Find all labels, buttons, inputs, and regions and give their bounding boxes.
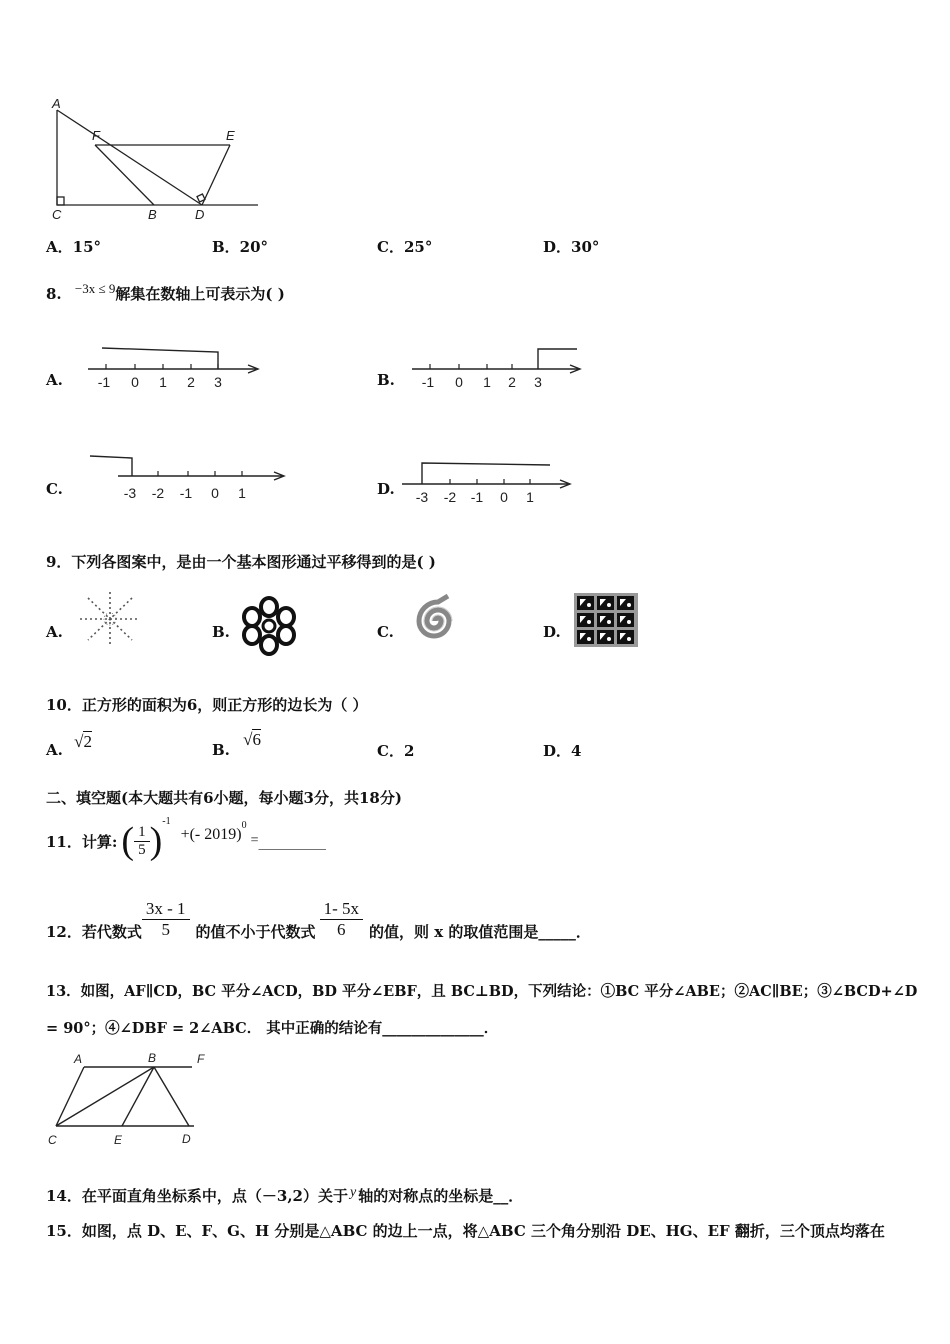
tick-label: -1	[179, 485, 193, 501]
q14-pre: 14．在平面直角坐标系中，点（－3,2）关于	[46, 1187, 348, 1205]
tick-label: 0	[131, 374, 139, 390]
tick-label: -3	[415, 489, 429, 505]
q9-option-b[interactable]: B.	[212, 623, 230, 641]
q11-question	[46, 818, 326, 864]
paren-open: (	[121, 820, 135, 862]
q13-geometry-figure	[44, 1050, 214, 1150]
q8-option-a[interactable]: A.	[46, 371, 63, 389]
q9-option-d[interactable]: D.	[543, 623, 561, 641]
q8-number: 8.	[46, 285, 62, 303]
q10-option-b-value: 6	[252, 730, 261, 749]
q12-fraction-2	[320, 899, 363, 940]
tick-label: -2	[151, 485, 165, 501]
q13-line-2: = 90°；④∠DBF = 2∠ABC． 其中正确的结论有______________．	[46, 1020, 499, 1037]
q12-label: 12．若代数式	[46, 922, 142, 941]
q14-variable: y	[349, 1185, 357, 1200]
number-line-c	[88, 452, 288, 502]
label-c: C	[48, 1133, 57, 1147]
q12-question	[46, 894, 591, 944]
sqrt-expression: √6	[243, 730, 261, 749]
tick-label: 0	[455, 374, 463, 390]
tick-label: 2	[187, 374, 195, 390]
label-b: B	[148, 1051, 157, 1065]
sqrt-expression: √2	[74, 732, 92, 751]
q7-option-a[interactable]: A．15°	[46, 238, 102, 256]
label-f: F	[197, 1052, 205, 1066]
q10-option-b-letter: B.	[212, 741, 230, 759]
q9-option-c[interactable]: C.	[377, 623, 394, 641]
q10-option-a-letter: A.	[46, 741, 63, 759]
q12-frac2-denominator: 6	[337, 919, 346, 939]
number-line-b	[412, 345, 582, 395]
tick-label: 2	[508, 374, 516, 390]
tick-label: 3	[534, 374, 542, 390]
section-2-heading: 二、填空题(本大题共有6小题，每小题3分，共18分)	[46, 789, 402, 807]
q11-answer-blank[interactable]: _________	[258, 832, 326, 850]
q14-question	[46, 1185, 523, 1206]
q11-label: 11．计算:	[46, 832, 118, 851]
q11-fraction	[134, 824, 150, 859]
number-line-a	[88, 345, 258, 395]
pattern-a-dotted-star	[76, 590, 146, 650]
label-d: D	[182, 1132, 191, 1146]
label-d: D	[195, 207, 205, 222]
solution-bracket-d	[422, 463, 550, 484]
pattern-b-flower	[238, 596, 302, 656]
q12-frac1-denominator: 5	[161, 919, 170, 939]
tick-label: -1	[470, 489, 484, 505]
pattern-d-tiled-grid	[574, 593, 638, 647]
q12-tail-text: 的值，则 x 的取值范围是_____．	[368, 922, 591, 941]
q11-plus-term: +(- 2019)	[180, 826, 242, 843]
q13-line-1: 13．如图，AF∥CD，BC 平分∠ACD，BD 平分∠EBF，且 BC⊥BD，下列结论：①BC 平分∠ABE；②AC∥BE；③∠BCD+∠D	[46, 983, 918, 1000]
label-c: C	[52, 207, 62, 222]
tick-label: -1	[97, 374, 111, 390]
q11-frac-denominator: 5	[138, 841, 146, 858]
tick-label: 0	[211, 485, 219, 501]
q11-frac-numerator: 1	[134, 824, 150, 842]
q8-text: 解集在数轴上可表示为( )	[115, 285, 285, 303]
q14-post: 轴的对称点的坐标是__．	[358, 1187, 524, 1205]
q9-question: 9．下列各图案中，是由一个基本图形通过平移得到的是( )	[46, 553, 436, 571]
solution-bracket-a	[102, 348, 218, 369]
q10-question: 10．正方形的面积为6，则正方形的边长为（ ）	[46, 696, 368, 714]
q10-option-d[interactable]: D．4	[543, 742, 582, 760]
q8-inequality: −3x ≤ 9	[74, 281, 116, 296]
tick-label: -2	[443, 489, 457, 505]
q11-zero-exponent: 0	[241, 820, 247, 831]
right-angle-mark-c	[57, 197, 64, 205]
tick-label: -3	[123, 485, 137, 501]
paren-close: )	[149, 820, 163, 862]
q9-option-a[interactable]: A.	[46, 623, 63, 641]
segment-de	[202, 145, 230, 205]
q10-option-c[interactable]: C．2	[377, 742, 415, 760]
label-f: F	[92, 128, 100, 143]
q10-option-b[interactable]	[212, 730, 261, 760]
q8-question	[46, 283, 285, 304]
q7-option-d[interactable]: D．30°	[543, 238, 600, 256]
q7-geometry-figure	[40, 95, 260, 225]
tick-label: 1	[483, 374, 491, 390]
tick-label: 1	[238, 485, 246, 501]
q7-option-b[interactable]: B．20°	[212, 238, 269, 256]
label-a: A	[74, 1052, 83, 1066]
q8-option-c[interactable]: C.	[46, 480, 63, 498]
q12-fraction-1	[142, 899, 190, 940]
q10-option-a[interactable]	[46, 732, 92, 760]
q10-option-a-value: 2	[83, 732, 92, 751]
label-e: E	[226, 128, 235, 143]
q12-middle-text: 的值不小于代数式	[195, 922, 316, 941]
pattern-c-spiral	[408, 593, 468, 649]
q7-option-c[interactable]: C．25°	[377, 238, 433, 256]
q11-exponent: -1	[162, 816, 171, 827]
number-line-d	[402, 452, 577, 505]
tick-label: 0	[500, 489, 508, 505]
label-b: B	[148, 207, 157, 222]
q12-frac2-numerator: 1- 5x	[320, 899, 363, 920]
q8-option-d[interactable]: D.	[377, 480, 395, 498]
q8-option-b[interactable]: B.	[377, 371, 395, 389]
tick-label: 1	[159, 374, 167, 390]
tick-label: 3	[214, 374, 222, 390]
q12-frac1-numerator: 3x - 1	[142, 899, 190, 920]
segment-bd	[154, 1067, 189, 1126]
tick-label: 1	[526, 489, 534, 505]
tick-label: -1	[421, 374, 435, 390]
q11-equals: =	[250, 833, 259, 848]
label-e: E	[114, 1133, 123, 1147]
segment-ad	[57, 110, 202, 205]
q15-question: 15．如图，点 D、E、F、G、H 分别是△ABC 的边上一点，将△ABC 三个角分别沿 DE、HG、EF 翻折，三个顶点均落在	[46, 1222, 885, 1240]
label-a: A	[52, 96, 61, 111]
solution-bracket-c	[90, 456, 132, 476]
